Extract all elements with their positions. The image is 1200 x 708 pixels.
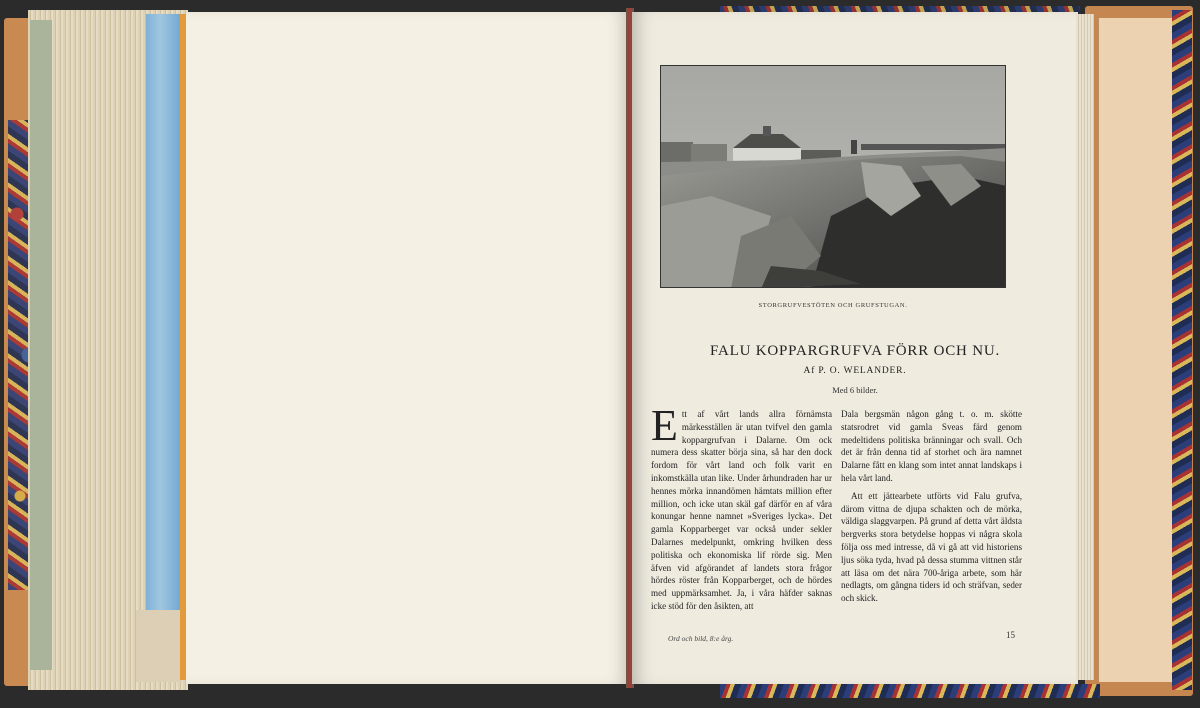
text-column-right [841, 408, 1022, 630]
article-author: Af P. O. WELANDER. [803, 366, 907, 376]
endpaper-right [1098, 18, 1174, 682]
mine-photograph [660, 65, 1006, 288]
mine-photograph-image [661, 66, 1006, 288]
footer-signature: Ord och bild, 8:e årg. [668, 634, 734, 643]
drop-cap: E [651, 408, 678, 450]
page-stack-edge [30, 20, 52, 670]
blank-left-page [186, 12, 630, 684]
marbled-board-right [1172, 10, 1192, 690]
article-title: FALU KOPPARGRUFVA FÖRR OCH NU. [709, 343, 1001, 359]
page-number: 15 [1006, 630, 1015, 640]
right-page-edges [1076, 14, 1094, 680]
paragraph: Dala bergsmän någon gång t. o. m. skötte statsrodret vid gamla Sveas färd genom medeltidens politiska bränningar och svall. Och det är från denna tid af storhet och ära namnet Dalarne fått en klang som intet annat landskaps i hela vårt land. [841, 409, 1022, 483]
marbled-board-bottom [720, 684, 1100, 698]
page-stack-lower [136, 610, 182, 682]
photo-caption: STORGRUFVESTÖTEN OCH GRUFSTUGAN. [758, 302, 908, 309]
paragraph: Att ett jättearbete utförts vid Falu grufva, därom vittna de djupa schakten och de mörka, väldiga slaggvarpen. På grund af detta vårt äldsta bergverks stora betydelse hoppas vi några skola följa oss med intresse, då vi gå att vid historiens ljus söka tyda, hvad på dessa stumma vittnen står att läsa om det nära 700-åriga arbete, som här nedlagts, om gångna tiders id och sträfvan, seder och skick. [841, 490, 1022, 604]
blue-paper-strip [146, 14, 182, 614]
illustration-count: Med 6 bilder. [832, 385, 878, 395]
text-column-left [651, 408, 832, 630]
paragraph: tt af vårt lands allra förnämsta märkesställen är utan tvifvel den gamla koppargrufvan i Dalarne. Om ock numera dess skatter börja sina, så har den dock fordom för vårt land och folk varit en inkomstkälla utan like. Under århundraden har ur hennes mörka innandömen hämtats million efter million, och icke utan skäl gaf därför en af våra konungar henne namnet »Sveriges lycka». Det gamla Kopparberget var också under sekler Dalarnes medelpunkt, omkring hvilken dess politiska och ekonomiska lif rörde sig. Men äfven vid afgörandet af landets stora frågor hördes röster från Kopparberget, och de hördes med uppmärksamhet. Ja, i våra häfder saknas icke stöd för den åsikten, att [651, 409, 832, 611]
